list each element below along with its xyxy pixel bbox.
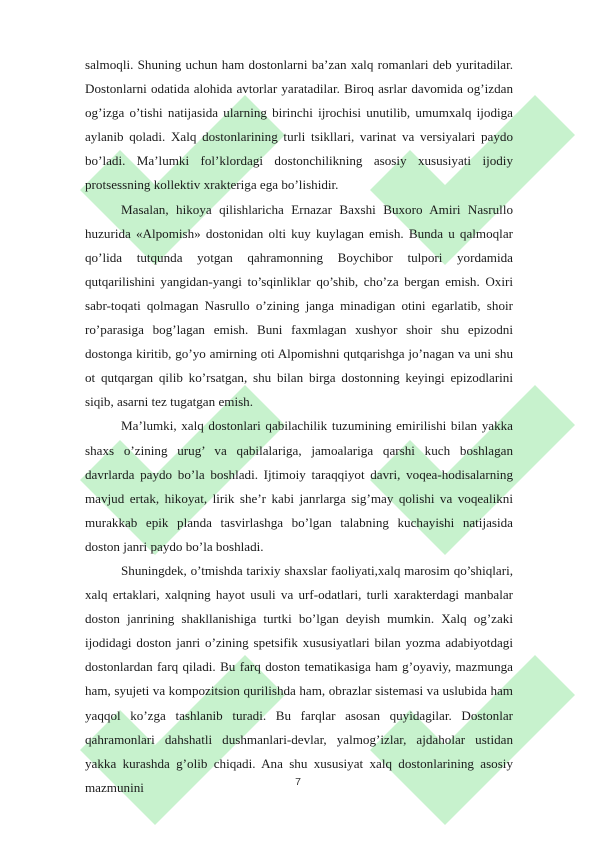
paragraph: salmoqli. Shuning uchun ham dostonlarni ba’zan xalq romanlari deb yuritadilar. Dostonlarni odatida alohida avtorlar yaratadilar. Biroq asrlar davomida og’izdan og’izga o’tishi natijasida ularning birinchi ijrochisi unutilib, umumxalq ijodiga aylanib qoladi. Xalq dostonlarining turli tsikllari, varinat va versiyalari paydo bo’ladi. Ma’lumki fol’klordagi dostonchilikning asosiy xususiyati ijodiy protsessning kollektiv xrakteriga ega bo’lishidir.: [85, 57, 513, 193]
paragraph: Shuningdek, o’tmishda tarixiy shaxslar faoliyati,xalq marosim qo’shiqlari, xalq ertaklari, xalqning hayot usuli va urf-odatlari, turli xarakterdagi manbalar doston janrining shakllanishiga turtki bo’lgan deyish mumkin. Xalq og’zaki ijodidagi doston janri o’zining spetsifik xususiyatlari bilan yozma adabiyotdagi dostonlardan farq qiladi. Bu farq doston tematikasiga ham g’oyaviy, mazmunga ham, syujeti va kompozitsion qurilishda ham, obrazlar sistemasi va uslubida ham yaqqol ko’zga tashlanib turadi. Bu farqlar asosan quyidagilar. Dostonlar qahramonlari dahshatli dushmanlari-devlar, yalmog’izlar, ajdaholar ustidan yakka kurashda g’olib chiqadi. Ana shu xususiyat xalq dostonlarining asosiy mazmunini: [85, 562, 513, 795]
page-number: 7: [295, 776, 301, 788]
paragraph: Masalan, hikoya qilishlaricha Ernazar Baxshi Buxoro Amiri Nasrullo huzurida «Alpomish» dostonidan olti kuy kuylagan emish. Bunda u qalmoqlar qo’lida tutqunda yotgan qahramonning Boychibor tulpori yordamida qutqarilishini yangidan-yangi to’sqinliklar qo’shib, cho’za bergan emish. Oxiri sabr-toqati qolmagan Nasrullo o’zining janga minadigan otini egarlatib, shoir ro’parasiga bog’lagan emish. Buni faxmlagan xushyor shoir shu epizodni dostonga kiritib, go’yo amirning oti Alpomishni qutqarishga jo’nagan va uni shu ot qutqargan qilib ko’rsatgan, shu bilan birga dostonning keyingi epizodlarini siqib, asarni tez tugatgan emish.: [85, 201, 513, 410]
paragraph: Ma’lumki, xalq dostonlari qabilachilik tuzumining emirilishi bilan yakka shaxs o’zining urug’ va qabilalariga, jamoalariga qarshi kuch boshlagan davrlarda paydo bo’la boshladi. Ijtimoiy taraqqiyot davri, voqea-hodisalarning mavjud ertak, hikoyat, lirik she’r kabi janrlarga sig’may qolishi va voqealikni murakkab epik planda tasvirlashga bo’lgan talabning kuchayishi natijasida doston janri paydo bo’la boshladi.: [85, 418, 513, 554]
page-body: [85, 53, 513, 800]
